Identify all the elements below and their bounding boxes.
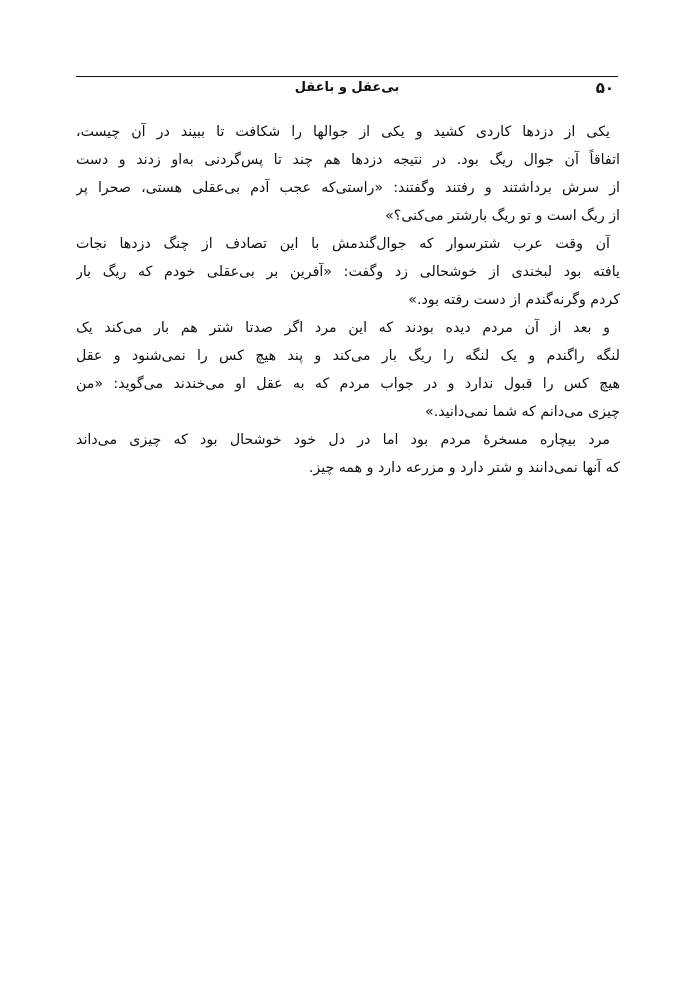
text-line: کردم وگرنه‌گندم از دست رفته بود.» (408, 292, 620, 308)
text-line: چیزی می‌دانم که شما نمی‌دانید.» (425, 404, 620, 420)
body-text (76, 118, 620, 482)
paragraph (76, 426, 620, 482)
paragraph (76, 314, 620, 426)
paragraph (76, 118, 620, 230)
text-line: یافته بود لبخندی از خوشحالی زد وگفت: «آفرین بر بی‌عقلی خودم که ریگ بار (76, 264, 620, 280)
text-line: آن وقت عرب شترسوار که جوال‌گندمش با این تصادف از چنگ دزدها نجات (76, 236, 610, 252)
text-line: که آنها نمی‌دانند و شتر دارد و مزرعه دارد و همه چیز. (308, 460, 620, 476)
text-line: اتفاقاً آن جوال ریگ بود. در نتیجه دزدها هم چند تا پس‌گردنی به‌او زدند و دست (76, 152, 620, 168)
text-line: یکی از دزدها کاردی کشید و یکی از جوالها را شکافت تا ببیند در آن چیست، (76, 124, 610, 140)
paragraph (76, 230, 620, 314)
page-number: ۵۰ (595, 79, 614, 97)
text-line: از ریگ است و تو ریگ بارشتر می‌کنی؟» (385, 208, 620, 224)
text-line: و بعد از آن مردم دیده بودند که این مرد اگر صدتا شتر هم بار می‌کند یک (76, 320, 610, 336)
page-header (76, 76, 618, 99)
running-title: بی‌عقل و باعقل (294, 80, 400, 95)
text-line: مرد بیچاره مسخرهٔ مردم بود اما در دل خود خوشحال بود که چیزی می‌داند (76, 432, 610, 448)
text-line: هیچ کس را قبول ندارد و در جواب مردم که به عقل او می‌خندند می‌گوید: «من (76, 376, 620, 392)
text-line: از سرش برداشتند و رفتند وگفتند: «راستی‌که عجب آدم بی‌عقلی هستی، صحرا پر (76, 180, 620, 196)
text-line: لنگه راگندم و یک لنگه را ریگ بار می‌کند و پند هیچ کس را نمی‌شنود و عقل (76, 348, 620, 364)
